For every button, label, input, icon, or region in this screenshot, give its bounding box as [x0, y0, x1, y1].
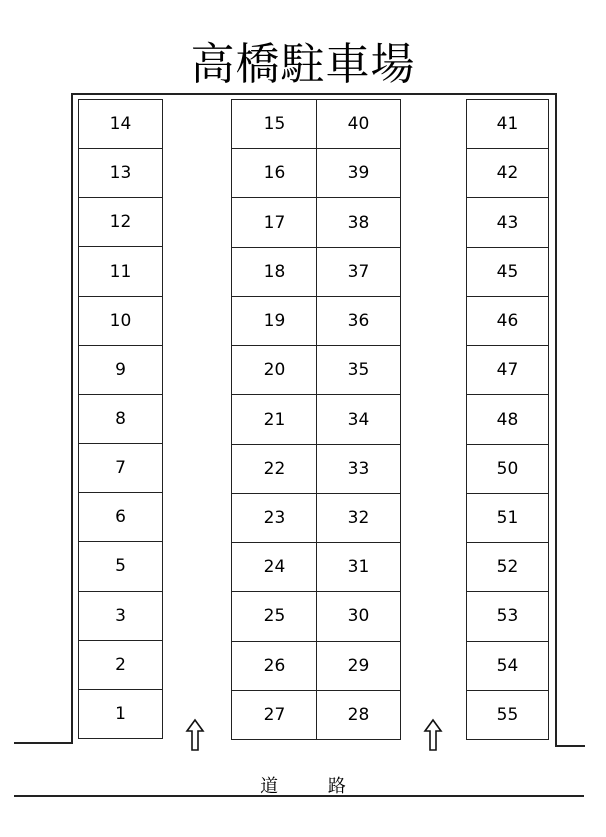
parking-space: 43	[467, 197, 548, 246]
page-title: 高橋駐車場	[190, 39, 416, 90]
parking-space: 54	[467, 641, 548, 690]
parking-space: 24	[232, 542, 317, 591]
parking-space: 33	[317, 444, 400, 493]
parking-space: 2	[79, 640, 162, 689]
parking-space: 52	[467, 542, 548, 591]
parking-space: 16	[232, 148, 317, 197]
parking-space: 19	[232, 296, 317, 345]
parking-space: 12	[79, 197, 162, 246]
parking-space: 1	[79, 689, 162, 738]
parking-space: 29	[317, 641, 400, 690]
parking-space: 32	[317, 493, 400, 542]
parking-space: 45	[467, 247, 548, 296]
parking-space: 31	[317, 542, 400, 591]
parking-space: 10	[79, 296, 162, 345]
parking-space: 35	[317, 345, 400, 394]
up-arrow-icon	[185, 718, 205, 752]
parking-space: 55	[467, 690, 548, 739]
parking-space: 13	[79, 148, 162, 197]
parking-space: 41	[496, 114, 519, 135]
parking-column-left	[78, 99, 163, 739]
parking-space: 40	[347, 114, 370, 135]
parking-column-center-b	[316, 99, 401, 740]
parking-space: 8	[79, 394, 162, 443]
road-label: 道 路	[260, 776, 368, 797]
parking-space: 27	[232, 690, 317, 739]
street-edge-left	[14, 742, 73, 744]
parking-space: 36	[317, 296, 400, 345]
parking-space: 26	[232, 641, 317, 690]
street-edge-right	[555, 745, 585, 747]
parking-space: 14	[109, 114, 132, 135]
parking-space: 42	[467, 148, 548, 197]
parking-space: 6	[79, 492, 162, 541]
parking-space: 25	[232, 591, 317, 640]
parking-space: 28	[317, 690, 400, 739]
lot-boundary-top	[71, 93, 557, 95]
parking-space: 47	[467, 345, 548, 394]
parking-space: 11	[79, 246, 162, 295]
up-arrow-icon	[423, 718, 443, 752]
parking-space: 9	[79, 345, 162, 394]
parking-space: 22	[232, 444, 317, 493]
parking-column-center-a	[231, 99, 318, 740]
parking-space: 48	[467, 394, 548, 443]
parking-space: 15	[263, 114, 286, 135]
lot-boundary-right	[555, 93, 557, 747]
parking-space: 39	[317, 148, 400, 197]
parking-space: 46	[467, 296, 548, 345]
parking-space: 53	[467, 591, 548, 640]
parking-space: 38	[317, 197, 400, 246]
parking-space: 23	[232, 493, 317, 542]
parking-space: 17	[232, 197, 317, 246]
parking-space: 5	[79, 541, 162, 590]
parking-space: 30	[317, 591, 400, 640]
parking-space: 3	[79, 591, 162, 640]
parking-space: 37	[317, 247, 400, 296]
parking-space: 51	[467, 493, 548, 542]
parking-space: 34	[317, 394, 400, 443]
parking-space: 20	[232, 345, 317, 394]
lot-boundary-left	[71, 93, 73, 744]
parking-column-right	[466, 99, 549, 740]
parking-space: 21	[232, 394, 317, 443]
parking-space: 50	[467, 444, 548, 493]
parking-space: 18	[232, 247, 317, 296]
parking-space: 7	[79, 443, 162, 492]
